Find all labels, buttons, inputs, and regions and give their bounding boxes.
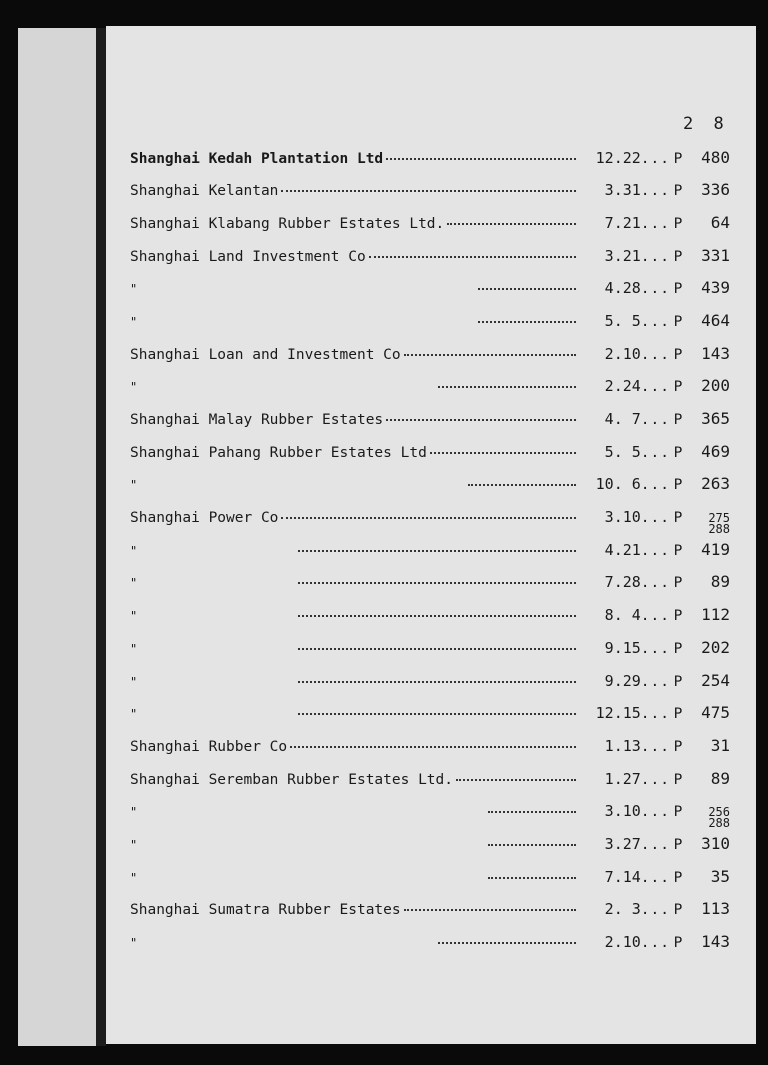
list-item	[130, 702, 730, 735]
leader-dots: ...	[640, 248, 670, 265]
leader-dots	[386, 143, 576, 160]
list-item	[130, 506, 730, 539]
leader-dots: ...	[640, 738, 670, 755]
leader-dots	[438, 928, 576, 945]
leader-dots: ...	[640, 510, 670, 527]
list-item	[130, 244, 730, 277]
entry-date: 7.28	[604, 573, 641, 592]
list-item	[130, 931, 730, 964]
leader-dots	[298, 666, 576, 683]
entry-date: 3.31	[604, 181, 641, 200]
leader-dots: ...	[640, 902, 670, 919]
list-item	[130, 669, 730, 702]
entry-date: 2.10	[604, 933, 641, 951]
leader-dots	[298, 601, 576, 618]
entry-date: 4.21	[604, 540, 641, 559]
entry-tag: P	[673, 640, 683, 657]
list-item	[130, 767, 730, 800]
entry-tag: P	[673, 412, 683, 428]
entry-tag: P	[673, 738, 683, 755]
ditto-mark: "	[130, 805, 138, 820]
list-item	[130, 473, 730, 506]
leader-dots: ...	[640, 477, 670, 494]
ditto-mark: "	[130, 936, 138, 950]
entry-date: 8. 4	[604, 606, 641, 625]
entry-page: 89	[710, 768, 730, 788]
list-item	[130, 636, 730, 669]
leader-dots: ...	[640, 608, 670, 625]
leader-dots	[404, 895, 576, 912]
leader-dots	[404, 339, 576, 356]
leader-dots	[456, 764, 576, 781]
ditto-mark: "	[130, 837, 138, 852]
leader-dots: ...	[640, 281, 670, 298]
leader-dots: ...	[640, 215, 670, 232]
list-item	[130, 865, 730, 898]
entry-date: 12.22	[595, 148, 641, 167]
ditto-mark: "	[130, 380, 138, 395]
leader-dots	[488, 862, 576, 879]
list-item	[130, 277, 730, 310]
leader-dots	[438, 372, 576, 389]
entry-date: 3.10	[604, 508, 641, 527]
ditto-mark: "	[130, 543, 138, 558]
entry-date: 12.15	[595, 704, 641, 723]
leader-dots: ...	[640, 346, 670, 363]
list-item	[130, 408, 730, 441]
ditto-mark: "	[130, 707, 138, 722]
leader-dots	[298, 699, 576, 716]
entry-tag: P	[673, 542, 683, 559]
list-item	[130, 179, 730, 212]
entry-page: 256 288	[708, 805, 730, 831]
entry-page: 202	[701, 637, 730, 657]
entry-tag: P	[673, 902, 683, 919]
leader-dots: ...	[640, 804, 670, 821]
entry-name: Shanghai Rubber Co	[130, 738, 288, 755]
ditto-mark: "	[130, 314, 138, 329]
ditto-mark: "	[130, 609, 138, 624]
leader-dots	[468, 470, 576, 487]
page-number: 2 8	[683, 114, 729, 134]
entry-date: 7.14	[604, 867, 641, 886]
leader-dots: ...	[640, 412, 670, 428]
entry-name: Shanghai Sumatra Rubber Estates	[130, 902, 401, 919]
entry-page: 64	[710, 212, 730, 232]
leader-dots: ...	[640, 444, 670, 461]
entry-date: 9.15	[604, 638, 641, 657]
list-item	[130, 734, 730, 767]
entry-tag: P	[673, 248, 683, 265]
entry-tag: P	[673, 771, 683, 788]
list-item	[130, 309, 730, 342]
entry-page: 200	[701, 376, 730, 396]
entry-page: 336	[701, 180, 730, 200]
ditto-mark: "	[130, 641, 138, 656]
entry-date: 1.13	[604, 736, 641, 755]
entry-name: Shanghai Land Investment Co	[130, 248, 366, 265]
list-item	[130, 800, 730, 833]
leader-dots	[478, 306, 576, 323]
list-item	[130, 375, 730, 408]
binding-shadow	[96, 28, 106, 1046]
entry-tag: P	[673, 673, 683, 690]
entry-name: Shanghai Seremban Rubber Estates Ltd.	[130, 771, 454, 788]
entry-page: 112	[701, 605, 730, 625]
ditto-mark: "	[130, 870, 138, 885]
list-item	[130, 211, 730, 244]
leader-dots	[290, 731, 576, 748]
leader-dots	[430, 437, 576, 454]
list-item	[130, 832, 730, 865]
entry-tag: P	[673, 804, 683, 821]
entry-page: 263	[701, 474, 730, 494]
entry-date: 10. 6	[595, 475, 641, 494]
leader-dots	[298, 633, 576, 650]
entry-tag: P	[673, 346, 683, 363]
entry-date: 9.29	[604, 671, 641, 690]
entry-name: Shanghai Kedah Plantation Ltd	[130, 150, 384, 167]
entry-tag: P	[673, 836, 683, 853]
entry-date: 2. 3	[604, 900, 641, 919]
leader-dots: ...	[640, 150, 670, 167]
entry-tag: P	[673, 281, 683, 298]
leader-dots	[386, 405, 576, 422]
ditto-mark: "	[130, 674, 138, 689]
list-item	[130, 898, 730, 931]
entry-tag: P	[673, 313, 683, 330]
entry-tag: P	[673, 706, 683, 723]
entry-tag: P	[673, 444, 683, 461]
entry-page: 254	[701, 670, 730, 690]
list-item	[130, 440, 730, 473]
entry-name: Shanghai Power Co	[130, 510, 279, 527]
leader-dots: ...	[640, 640, 670, 657]
leader-dots: ...	[640, 935, 670, 951]
entry-date: 3.27	[604, 834, 641, 853]
leader-dots: ...	[640, 771, 670, 788]
entry-tag: P	[673, 510, 683, 527]
ditto-mark: "	[130, 478, 138, 493]
entry-name: Shanghai Malay Rubber Estates	[130, 412, 384, 428]
entry-tag: P	[673, 183, 683, 200]
index-entries	[130, 146, 730, 963]
ditto-mark: "	[130, 282, 138, 297]
entry-tag: P	[673, 150, 683, 167]
entry-page: 469	[701, 441, 730, 461]
leader-dots: ...	[640, 836, 670, 853]
entry-page: 143	[701, 932, 730, 951]
leader-dots: ...	[640, 575, 670, 592]
facing-page-edge	[18, 28, 96, 1046]
leader-dots	[298, 568, 576, 585]
entry-page: 419	[701, 539, 730, 559]
entry-page: 365	[701, 409, 730, 428]
entry-tag: P	[673, 935, 683, 951]
leader-dots: ...	[640, 313, 670, 330]
leader-dots: ...	[640, 673, 670, 690]
leader-dots	[369, 241, 576, 258]
list-item	[130, 604, 730, 637]
entry-date: 3.21	[604, 246, 641, 265]
entry-name: Shanghai Kelantan	[130, 183, 279, 200]
list-item	[130, 146, 730, 179]
entry-date: 5. 5	[604, 311, 641, 330]
leader-dots: ...	[640, 542, 670, 559]
leader-dots	[488, 829, 576, 846]
entry-page: 35	[710, 866, 730, 886]
entry-page: 275 288	[708, 511, 730, 537]
leader-dots	[488, 797, 576, 814]
ditto-mark: "	[130, 576, 138, 591]
entry-tag: P	[673, 869, 683, 886]
leader-dots	[298, 535, 576, 552]
entry-date: 5. 5	[604, 442, 641, 461]
entry-date: 4. 7	[604, 410, 641, 428]
entry-tag: P	[673, 477, 683, 494]
entry-date: 7.21	[604, 213, 641, 232]
leader-dots	[281, 503, 575, 520]
entry-date: 3.10	[604, 802, 641, 821]
leader-dots	[281, 176, 575, 193]
entry-date: 2.24	[604, 377, 641, 396]
entry-page: 89	[710, 572, 730, 592]
entry-name: Shanghai Pahang Rubber Estates Ltd	[130, 444, 427, 461]
entry-page: 310	[701, 833, 730, 853]
entry-name: Shanghai Loan and Investment Co	[130, 346, 401, 363]
entry-page: 113	[701, 899, 730, 919]
entry-page: 331	[701, 245, 730, 265]
entry-page: 475	[701, 703, 730, 723]
leader-dots	[478, 274, 576, 291]
list-item	[130, 342, 730, 375]
entry-page: 31	[710, 735, 730, 755]
entry-tag: P	[673, 608, 683, 625]
leader-dots: ...	[640, 706, 670, 723]
entry-date: 2.10	[604, 344, 641, 363]
index-page	[106, 26, 756, 1044]
entry-tag: P	[673, 215, 683, 232]
entry-page: 480	[701, 147, 730, 167]
entry-tag: P	[673, 379, 683, 396]
entry-page: 464	[701, 310, 730, 330]
leader-dots	[447, 208, 576, 225]
list-item	[130, 538, 730, 571]
entry-date: 1.27	[604, 769, 641, 788]
entry-page: 439	[701, 278, 730, 298]
leader-dots: ...	[640, 869, 670, 886]
entry-name: Shanghai Klabang Rubber Estates Ltd.	[130, 215, 445, 232]
list-item	[130, 571, 730, 604]
leader-dots: ...	[640, 183, 670, 200]
entry-tag: P	[673, 575, 683, 592]
leader-dots: ...	[640, 379, 670, 396]
entry-page: 143	[701, 343, 730, 363]
entry-date: 4.28	[604, 279, 641, 298]
